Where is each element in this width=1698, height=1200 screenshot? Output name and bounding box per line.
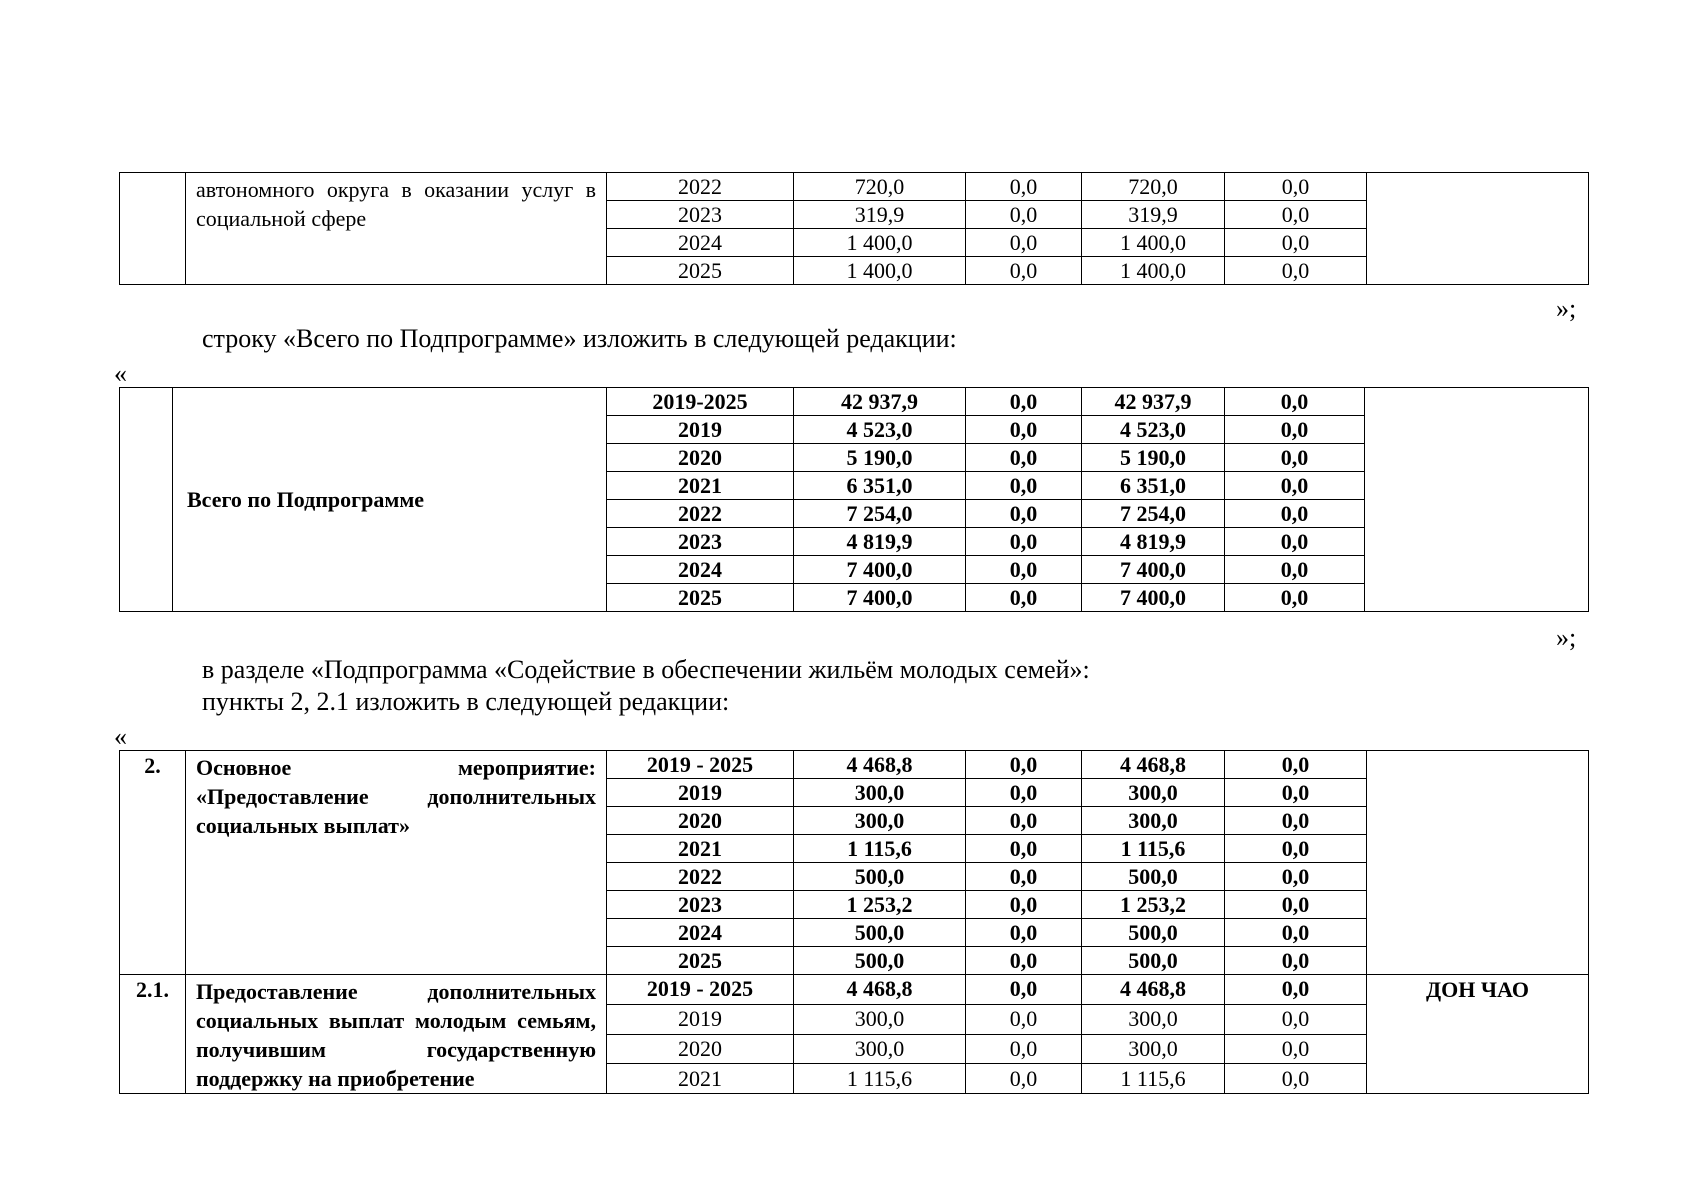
regional-cell: 1 253,2: [1082, 891, 1225, 919]
total-cell: 1 115,6: [794, 835, 966, 863]
regional-cell: 7 254,0: [1082, 500, 1225, 528]
other-cell: 0,0: [1225, 1034, 1367, 1064]
total-cell: 7 400,0: [794, 584, 966, 612]
paragraph-section: в разделе «Подпрограмма «Содействие в обеспечении жильём молодых семей»:: [202, 655, 1090, 684]
other-cell: 0,0: [1225, 1064, 1367, 1094]
regional-cell: 1 400,0: [1082, 257, 1225, 285]
year-cell: 2022: [607, 173, 794, 201]
other-cell: 0,0: [1225, 500, 1365, 528]
federal-cell: 0,0: [966, 947, 1082, 975]
regional-cell: 300,0: [1082, 1034, 1225, 1064]
other-cell: 0,0: [1225, 472, 1365, 500]
year-cell: 2025: [607, 584, 794, 612]
federal-cell: 0,0: [966, 257, 1082, 285]
other-cell: 0,0: [1225, 584, 1365, 612]
regional-cell: 720,0: [1082, 173, 1225, 201]
total-cell: 1 115,6: [794, 1064, 966, 1094]
open-quote-2: «: [114, 722, 127, 751]
regional-cell: 500,0: [1082, 947, 1225, 975]
other-cell: 0,0: [1225, 444, 1365, 472]
federal-cell: 0,0: [966, 229, 1082, 257]
federal-cell: 0,0: [966, 388, 1082, 416]
other-cell: 0,0: [1225, 1004, 1367, 1034]
other-cell: 0,0: [1225, 891, 1367, 919]
regional-cell: 300,0: [1082, 1004, 1225, 1034]
other-cell: 0,0: [1225, 556, 1365, 584]
total-cell: 319,9: [794, 201, 966, 229]
item-description: Всего по Подпрограмме: [173, 388, 607, 612]
table-subprogram-total: [119, 387, 1589, 612]
item-number: 2.: [120, 751, 186, 975]
other-cell: 0,0: [1225, 528, 1365, 556]
year-cell: 2024: [607, 229, 794, 257]
other-cell: 0,0: [1225, 201, 1367, 229]
responsible-cell: [1367, 751, 1589, 975]
total-cell: 4 523,0: [794, 416, 966, 444]
other-cell: 0,0: [1225, 229, 1367, 257]
total-cell: 1 253,2: [794, 891, 966, 919]
total-cell: 4 468,8: [794, 975, 966, 1005]
total-cell: 500,0: [794, 863, 966, 891]
item-description: Предоставление дополнительных социальных выплат молодым семьям, получившим государственную поддержку на приобретение: [186, 975, 607, 1094]
regional-cell: 1 115,6: [1082, 1064, 1225, 1094]
year-cell: 2025: [607, 947, 794, 975]
other-cell: 0,0: [1225, 173, 1367, 201]
year-cell: 2024: [607, 556, 794, 584]
regional-cell: 319,9: [1082, 201, 1225, 229]
regional-cell: 6 351,0: [1082, 472, 1225, 500]
federal-cell: 0,0: [966, 584, 1082, 612]
table-row: [120, 388, 1589, 416]
federal-cell: 0,0: [966, 1034, 1082, 1064]
item-description: Основное мероприятие: «Предоставление дополнительных социальных выплат»: [186, 751, 607, 975]
regional-cell: 5 190,0: [1082, 444, 1225, 472]
other-cell: 0,0: [1225, 257, 1367, 285]
year-cell: 2019 - 2025: [607, 975, 794, 1005]
total-cell: 300,0: [794, 1034, 966, 1064]
other-cell: 0,0: [1225, 947, 1367, 975]
year-cell: 2019: [607, 779, 794, 807]
regional-cell: 4 468,8: [1082, 975, 1225, 1005]
federal-cell: 0,0: [966, 807, 1082, 835]
total-cell: 300,0: [794, 1004, 966, 1034]
open-quote-1: «: [114, 359, 127, 388]
item-number: 2.1.: [120, 975, 186, 1094]
year-cell: 2022: [607, 863, 794, 891]
year-cell: 2023: [607, 201, 794, 229]
total-cell: 4 819,9: [794, 528, 966, 556]
regional-cell: 300,0: [1082, 779, 1225, 807]
regional-cell: 42 937,9: [1082, 388, 1225, 416]
year-cell: 2020: [607, 1034, 794, 1064]
close-quote-2: »;: [1556, 623, 1577, 652]
year-cell: 2023: [607, 891, 794, 919]
year-cell: 2020: [607, 807, 794, 835]
total-cell: 1 400,0: [794, 257, 966, 285]
year-cell: 2022: [607, 500, 794, 528]
federal-cell: 0,0: [966, 779, 1082, 807]
total-cell: 300,0: [794, 779, 966, 807]
total-cell: 7 400,0: [794, 556, 966, 584]
regional-cell: 4 468,8: [1082, 751, 1225, 779]
year-cell: 2021: [607, 472, 794, 500]
responsible-cell: [1367, 173, 1589, 285]
item-number: [120, 173, 186, 285]
federal-cell: 0,0: [966, 751, 1082, 779]
total-cell: 6 351,0: [794, 472, 966, 500]
federal-cell: 0,0: [966, 919, 1082, 947]
total-cell: 720,0: [794, 173, 966, 201]
other-cell: 0,0: [1225, 416, 1365, 444]
year-cell: 2021: [607, 1064, 794, 1094]
year-cell: 2019-2025: [607, 388, 794, 416]
federal-cell: 0,0: [966, 1004, 1082, 1034]
regional-cell: 1 115,6: [1082, 835, 1225, 863]
table-row: [120, 173, 1589, 201]
year-cell: 2019: [607, 416, 794, 444]
table-items-2: [119, 750, 1589, 1094]
regional-cell: 4 523,0: [1082, 416, 1225, 444]
other-cell: 0,0: [1225, 779, 1367, 807]
year-cell: 2020: [607, 444, 794, 472]
federal-cell: 0,0: [966, 173, 1082, 201]
item-description: автономного округа в оказании услуг в социальной сфере: [186, 173, 607, 285]
responsible-cell: ДОН ЧАО: [1367, 975, 1589, 1094]
federal-cell: 0,0: [966, 416, 1082, 444]
federal-cell: 0,0: [966, 863, 1082, 891]
year-cell: 2023: [607, 528, 794, 556]
federal-cell: 0,0: [966, 1064, 1082, 1094]
total-cell: 4 468,8: [794, 751, 966, 779]
total-cell: 500,0: [794, 919, 966, 947]
other-cell: 0,0: [1225, 919, 1367, 947]
regional-cell: 500,0: [1082, 919, 1225, 947]
year-cell: 2019: [607, 1004, 794, 1034]
table-row: [120, 751, 1589, 779]
year-cell: 2025: [607, 257, 794, 285]
regional-cell: 500,0: [1082, 863, 1225, 891]
federal-cell: 0,0: [966, 835, 1082, 863]
regional-cell: 1 400,0: [1082, 229, 1225, 257]
other-cell: 0,0: [1225, 388, 1365, 416]
other-cell: 0,0: [1225, 835, 1367, 863]
federal-cell: 0,0: [966, 500, 1082, 528]
paragraph-total-row: строку «Всего по Подпрограмме» изложить в следующей редакции:: [202, 324, 957, 353]
regional-cell: 300,0: [1082, 807, 1225, 835]
table-row: [120, 975, 1589, 1005]
total-cell: 300,0: [794, 807, 966, 835]
total-cell: 42 937,9: [794, 388, 966, 416]
federal-cell: 0,0: [966, 201, 1082, 229]
regional-cell: 7 400,0: [1082, 556, 1225, 584]
total-cell: 500,0: [794, 947, 966, 975]
year-cell: 2024: [607, 919, 794, 947]
year-cell: 2019 - 2025: [607, 751, 794, 779]
total-cell: 5 190,0: [794, 444, 966, 472]
federal-cell: 0,0: [966, 444, 1082, 472]
federal-cell: 0,0: [966, 891, 1082, 919]
federal-cell: 0,0: [966, 528, 1082, 556]
regional-cell: 7 400,0: [1082, 584, 1225, 612]
table-continuation: [119, 172, 1589, 285]
item-number: [120, 388, 173, 612]
total-cell: 7 254,0: [794, 500, 966, 528]
other-cell: 0,0: [1225, 807, 1367, 835]
responsible-cell: [1365, 388, 1589, 612]
regional-cell: 4 819,9: [1082, 528, 1225, 556]
federal-cell: 0,0: [966, 556, 1082, 584]
close-quote-1: »;: [1556, 294, 1577, 323]
year-cell: 2021: [607, 835, 794, 863]
other-cell: 0,0: [1225, 751, 1367, 779]
total-cell: 1 400,0: [794, 229, 966, 257]
paragraph-items: пункты 2, 2.1 изложить в следующей редакции:: [202, 687, 730, 716]
federal-cell: 0,0: [966, 975, 1082, 1005]
other-cell: 0,0: [1225, 863, 1367, 891]
federal-cell: 0,0: [966, 472, 1082, 500]
other-cell: 0,0: [1225, 975, 1367, 1005]
